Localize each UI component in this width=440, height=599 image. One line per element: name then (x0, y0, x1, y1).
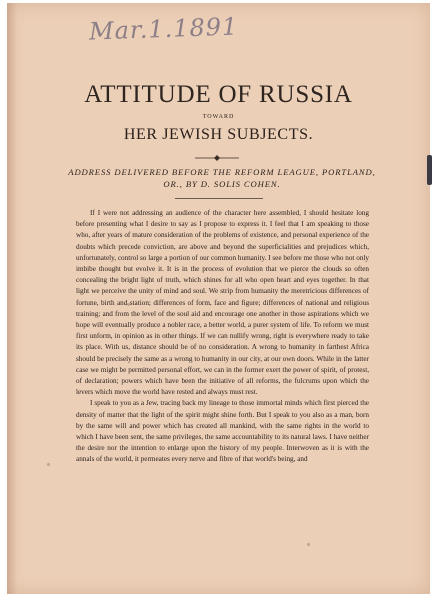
margin-mark (427, 155, 432, 185)
document-title: ATTITUDE OF RUSSIA (84, 81, 353, 108)
handwritten-date: Mar.1.1891 (88, 12, 239, 46)
paragraph: I speak to you as a Jew, tracing back my lineage to those immortal minds which first pierced the density of matter that the light of the spirit might shine forth. But I speak to you also as a man, born by the same will and power which has created all mankind, with the same rights in the world to which I have been sent, the same privileges, the same accountability to its natural laws. I have neither the desire nor the intention to enlarge upon the history of my people. Interwoven as it is with the annals of the world, it permeates every nerve and fibre of that world's being, and (76, 399, 369, 464)
address-line: ADDRESS DELIVERED BEFORE THE REFORM LEAGUE, PORTLAND, OR., BY D. SOLIS COHEN. (68, 167, 376, 189)
document-subtitle: HER JEWISH SUBJECTS. (123, 126, 314, 143)
document-page (7, 3, 430, 594)
title-connector: TOWARD (202, 114, 235, 120)
paper-speck (307, 543, 310, 546)
paper-speck (127, 303, 130, 306)
paper-speck (47, 463, 50, 466)
paragraph: If I were not addressing an audience of the character here assembled, I should hesitate long before presenting what I desire to say as I propose to express it. I feel that I am speaking to those who, after years of mature consideration of the problems of existence, and personal experience of the doubts which precede conviction, are above and beyond the superficialities and prejudices which, unfortunately, control so large a portion of our common humanity. I see before me those who not only imbibe thought but evolve it. It is in the process of evolution that we pierce the clouds so often concealing the bright light of truth, which shines for all who open heart and eyes together. In that light we perceive the unity of mind and soul. We strip from humanity the meretricious differences of fortune, birth and station; differences of form, face and figure; differences of national and religious training; and from the level of the soul aid and encourage one another in those aspirations which we hope will eventually produce a nobler race, a better world, a purer system of life. To reform we must first unform, in opinion as in other things. If we can nullify wrong, right is everywhere ready to take its place. With us, distance should be of no consideration. A wrong to humanity in farthest Africa should be precisely the same as a wrong to humanity in our city, at our own doors. While in the latter case we might be permitted personal effort, we can in the former exert the power of spirit, of protest, of declaration; powers which have been the initiative of all reforms, the fulcrums upon which the levers which move the world have rested and always must rest. (76, 209, 369, 397)
ornament-divider-icon (195, 155, 239, 161)
body-text (76, 208, 369, 466)
section-divider (175, 198, 263, 199)
